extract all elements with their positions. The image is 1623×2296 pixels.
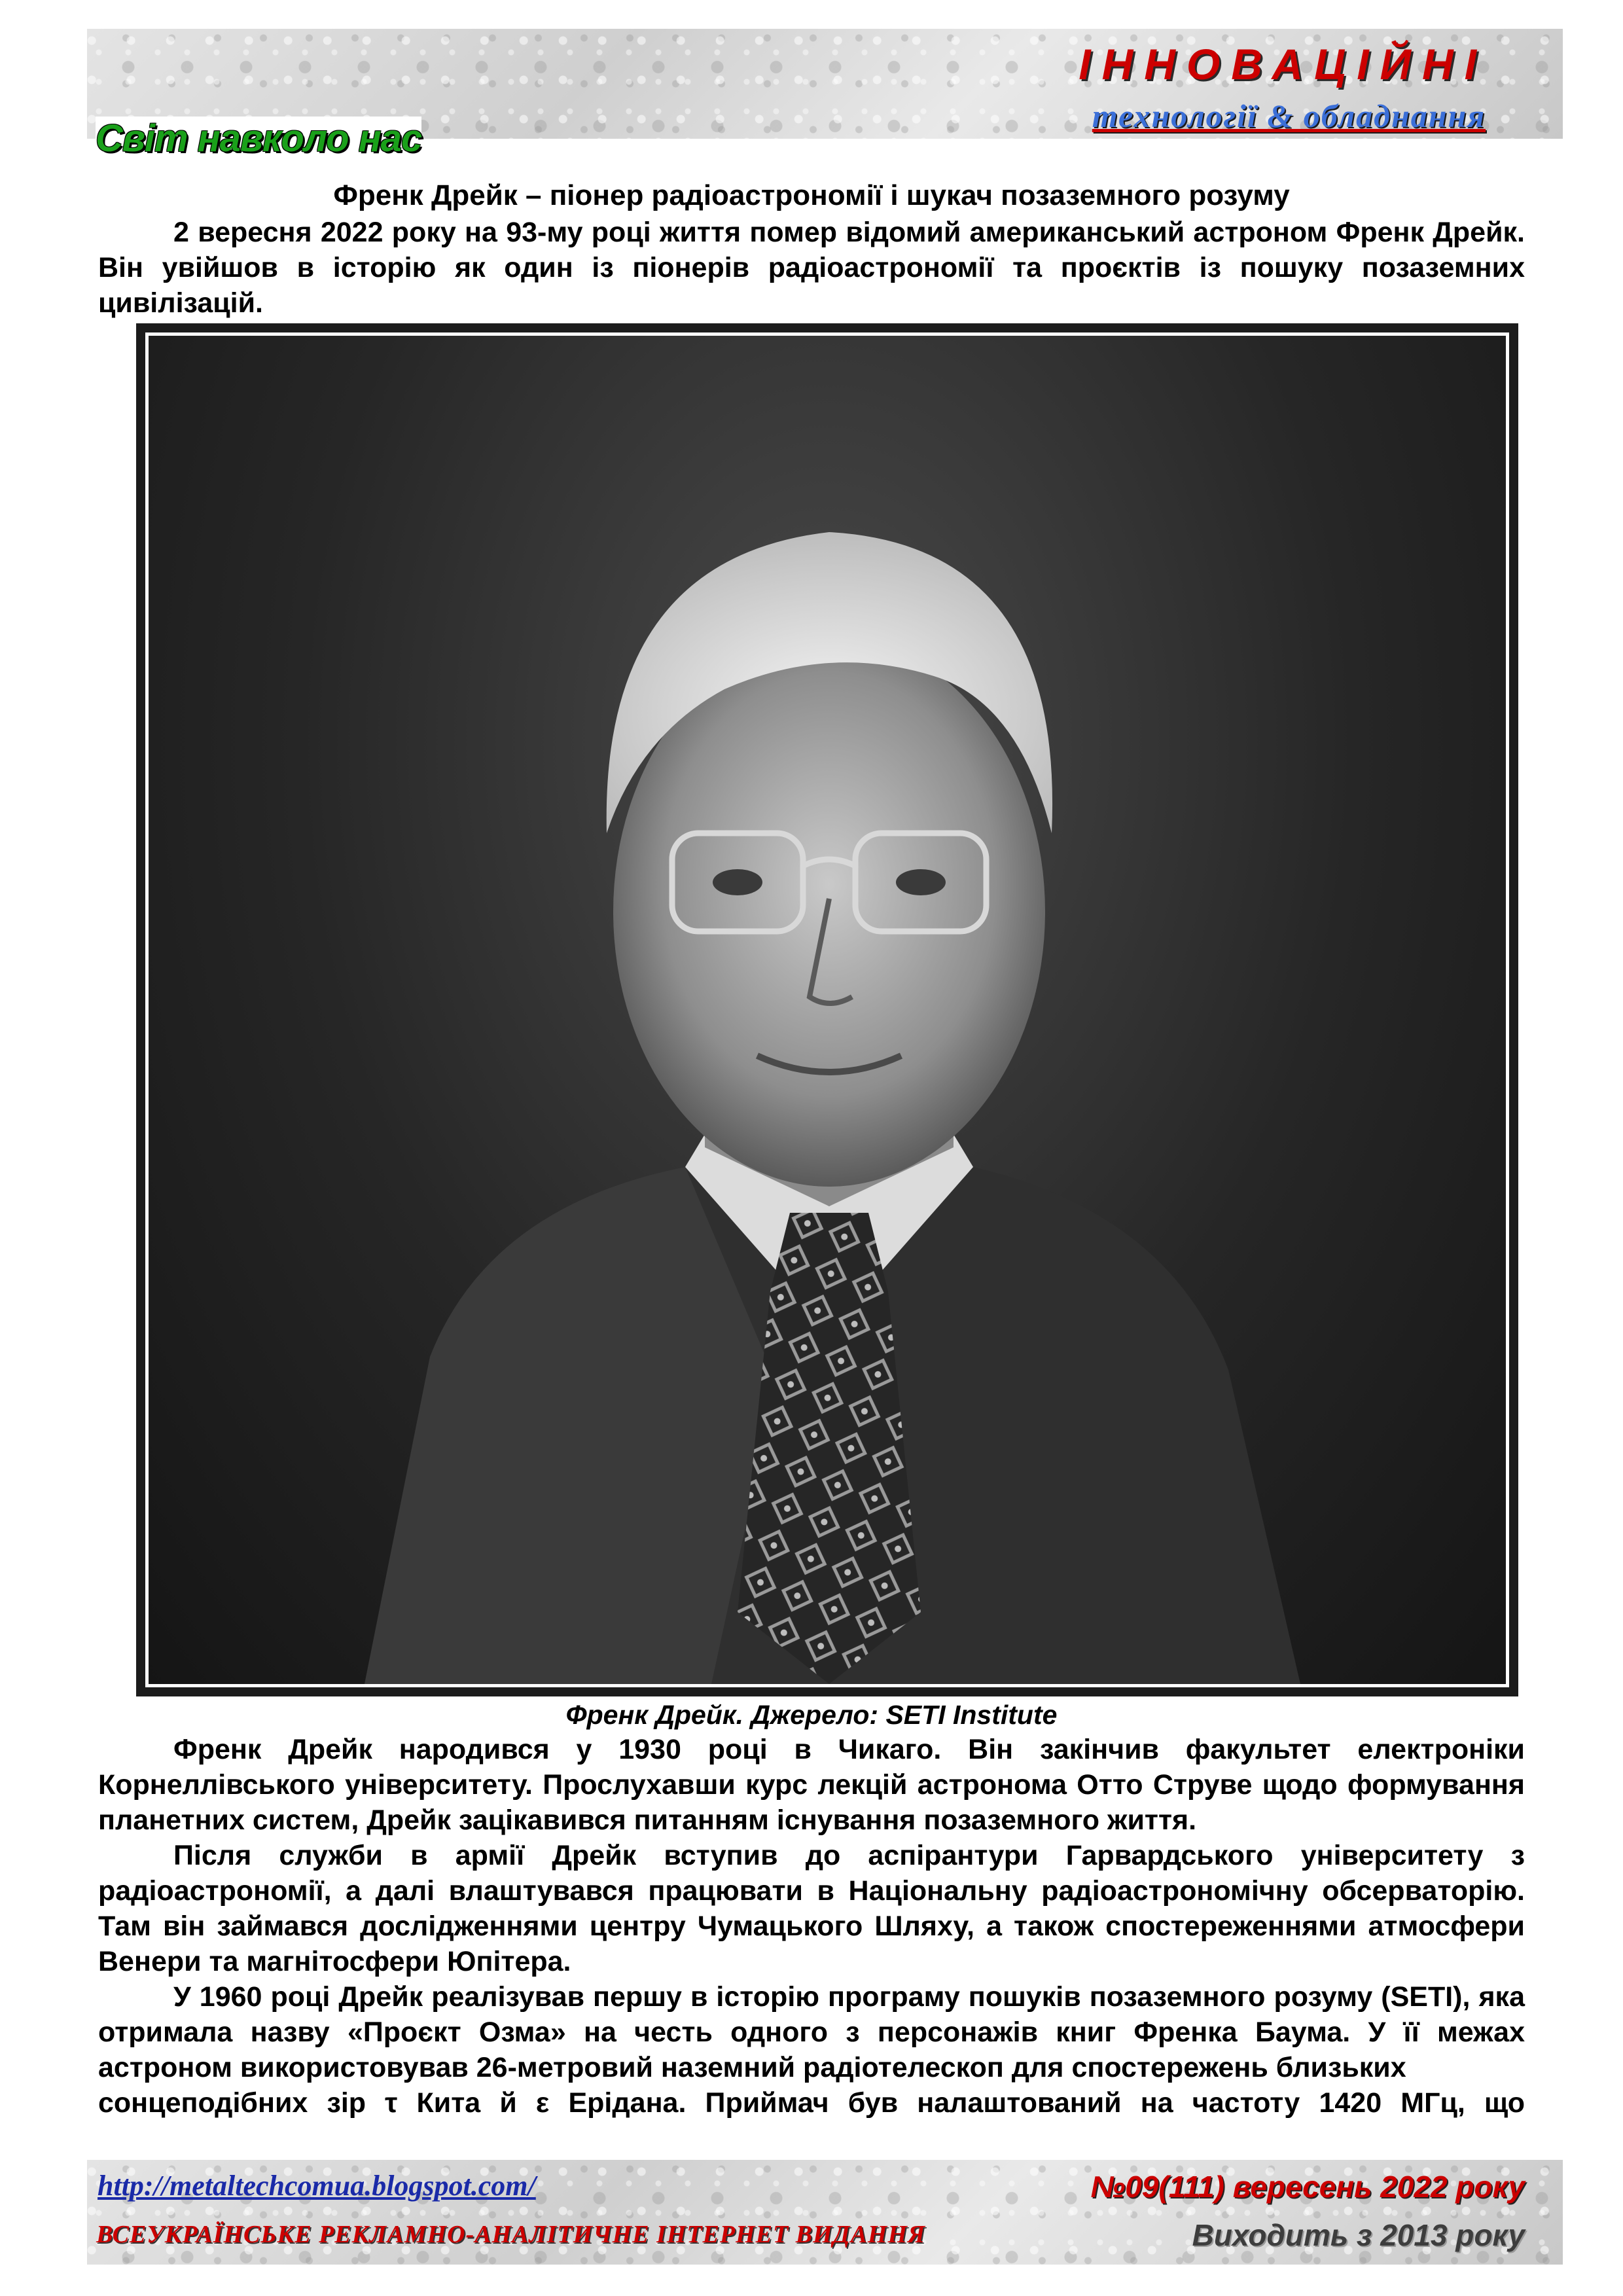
- portrait-photo-frame: [136, 323, 1518, 1696]
- article-paragraph: Френк Дрейк народився у 1930 році в Чикаго. Він закінчив факультет електроніки Корнеллівського університету. Прослухавши курс лекцій астронома Отто Струве щодо формування планетних систем, Дрейк зацікавився питанням існування позаземного життя.: [98, 1734, 1525, 1836]
- issue-number: №09(111) вересень 2022 року: [1090, 2170, 1525, 2204]
- published-since: Виходить з 2013 року: [1192, 2218, 1525, 2252]
- article-intro: 2 вересня 2022 року на 93-му році життя помер відомий американський астроном Френк Дрейк. Він увійшов в історію як один із піонерів радіоастрономії та проєктів із пошуку позаземних цивілізацій.: [98, 217, 1525, 319]
- article-title: Френк Дрейк – піонер радіоастрономії і шукач позаземного розуму: [333, 179, 1290, 211]
- portrait-photo: [145, 332, 1509, 1687]
- publication-tagline: ВСЕУКРАЇНСЬКЕ РЕКЛАМНО-АНАЛІТИЧНЕ ІНТЕРНЕТ ВИДАННЯ: [96, 2221, 926, 2248]
- footer-banner: [87, 2160, 1563, 2265]
- section-label: Світ навколо нас: [96, 117, 422, 160]
- magazine-title: ІННОВАЦІЙНІ: [1079, 40, 1488, 88]
- blog-link[interactable]: http://metaltechcomua.blogspot.com/: [98, 2170, 536, 2202]
- article-paragraph: Після служби в армії Дрейк вступив до аспірантури Гарвардського університету з радіоастрономії, а далі влаштувався працювати в Національну радіоастрономічну обсерваторію. Там він займався дослідженнями центру Чумацького Шляху, а також спостереженнями атмосфери Венери та магнітосфери Юпітера.: [98, 1840, 1525, 1977]
- magazine-subtitle: технології & обладнання: [1092, 98, 1486, 134]
- article-paragraph: У 1960 році Дрейк реалізував першу в історію програму пошуків позаземного розуму (SETI), яка отримала назву «Проєкт Озма» на честь одного з персонажів книг Френка Баума. У її межах астроном використовував 26-метровий наземний радіотелескоп для спостережень близьких: [98, 1981, 1525, 2083]
- portrait-illustration: [149, 336, 1506, 1684]
- article-paragraph-continued: сонцеподібних зір τ Кита й ε Ерідана. Приймач був налаштований на частоту 1420 МГц, що: [98, 2087, 1525, 2119]
- photo-caption: Френк Дрейк. Джерело: SETI Institute: [565, 1700, 1058, 1730]
